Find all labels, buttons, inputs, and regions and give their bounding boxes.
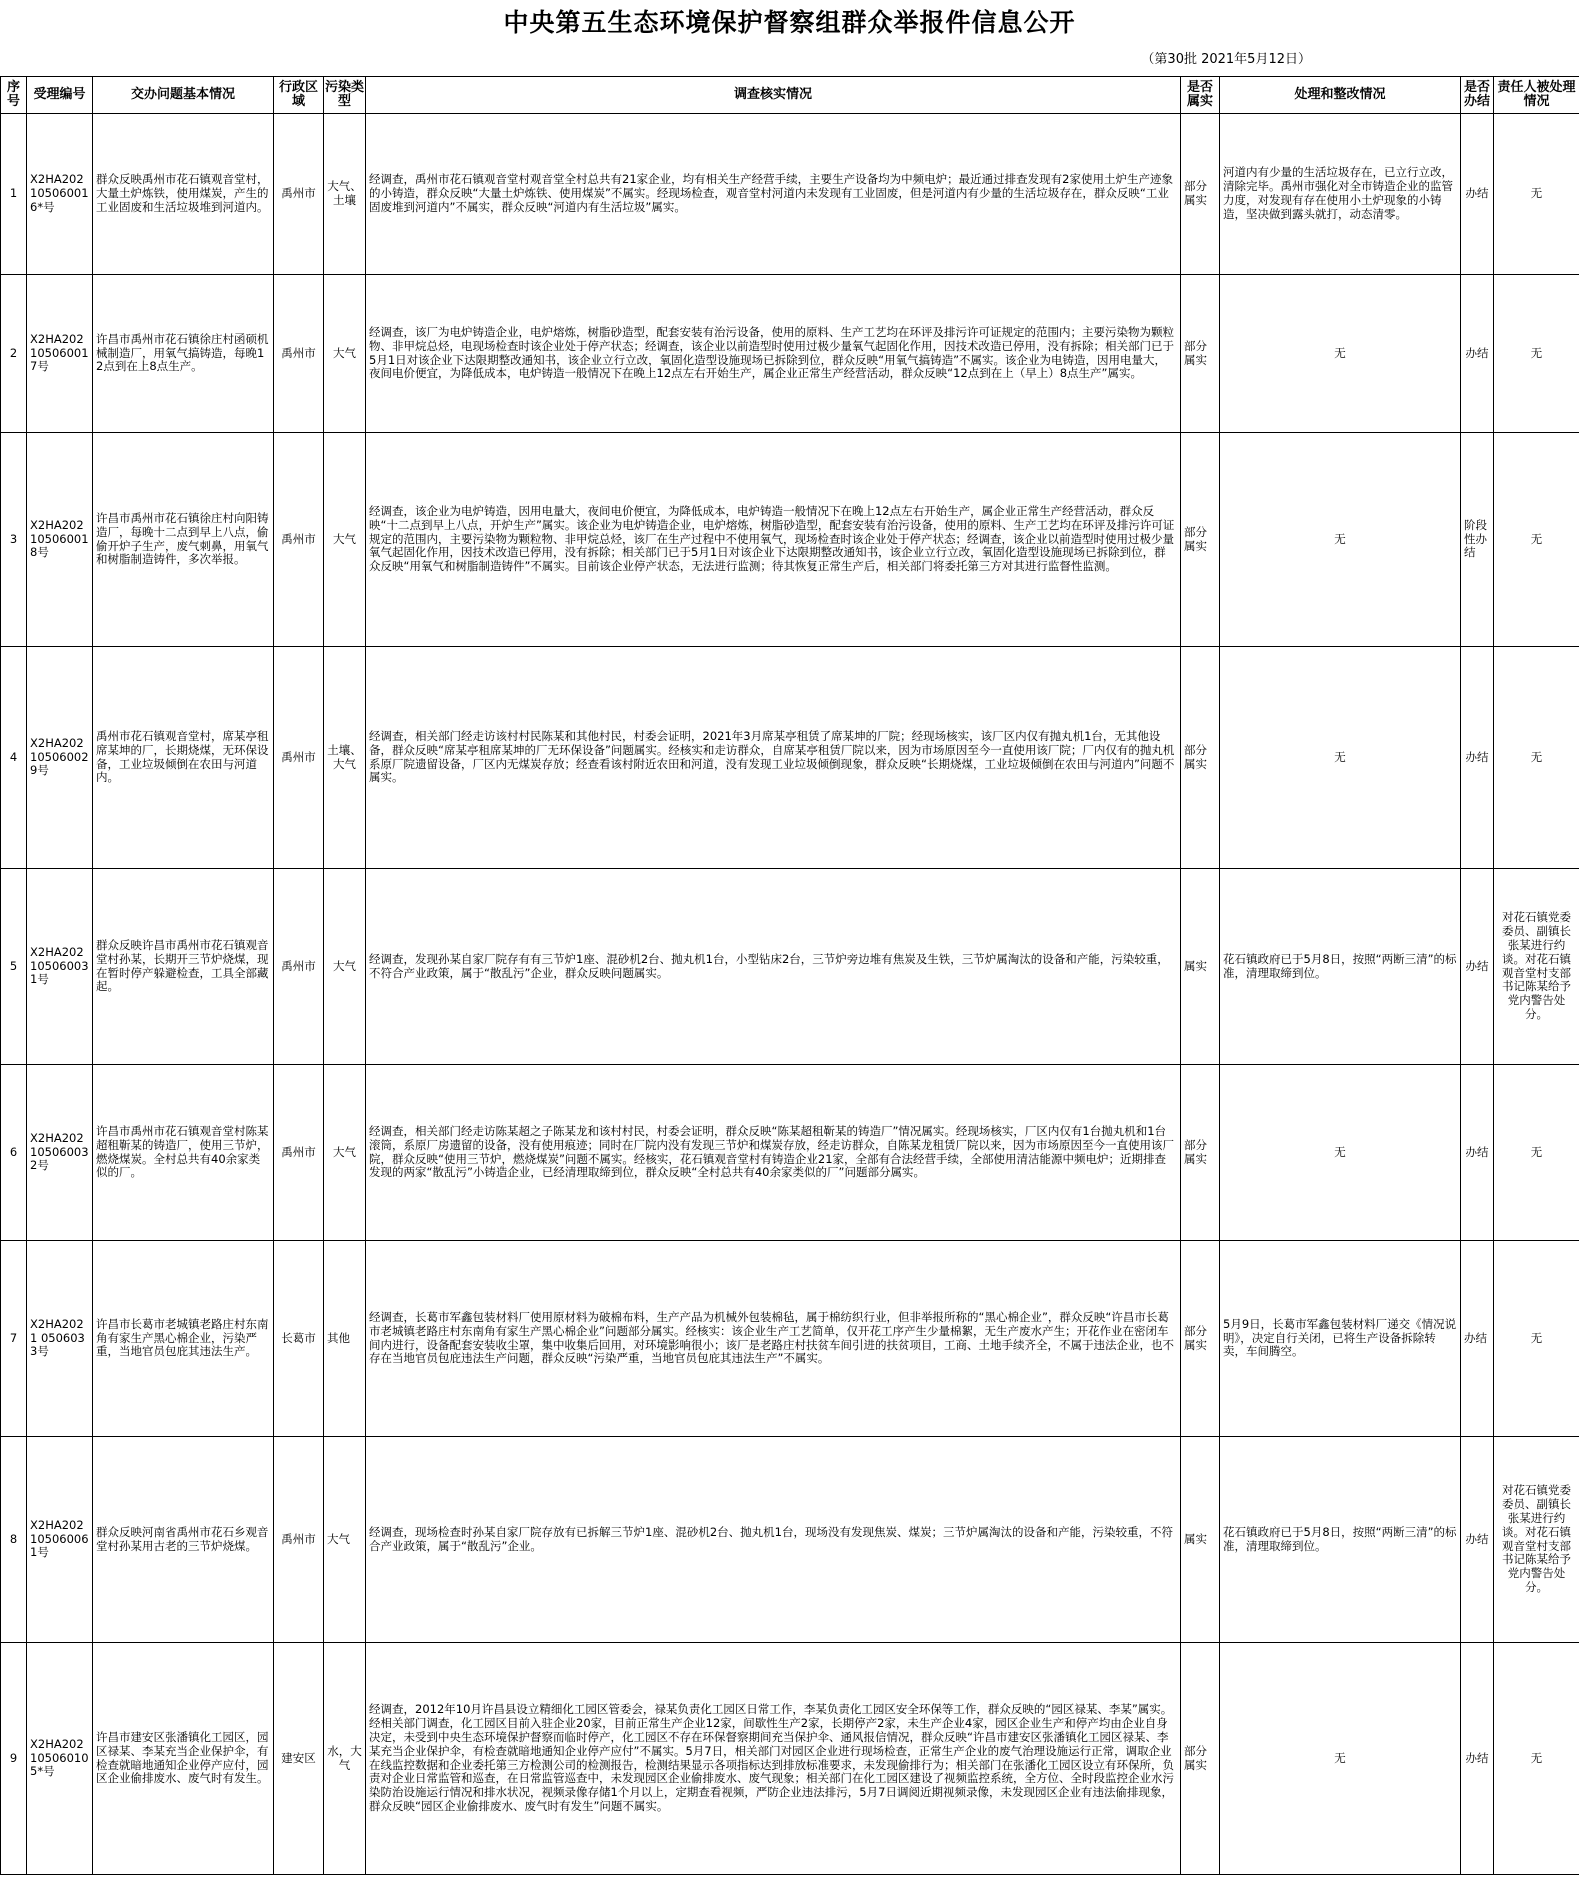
table-row	[1, 1241, 1579, 1437]
cell-id: X2HA202105060031号	[27, 869, 93, 1065]
cell-problem: 群众反映河南省禹州市花石乡观音堂村孙某用古老的三节炉烧煤。	[93, 1437, 274, 1643]
cell-no: 3	[1, 433, 27, 647]
cell-id: X2HA202105060105*号	[27, 1643, 93, 1875]
table-row	[1, 275, 1579, 433]
table-row	[1, 1065, 1579, 1241]
table-row	[1, 1437, 1579, 1643]
cell-done: 办结	[1461, 275, 1494, 433]
document-subtitle: （第30批 2021年5月12日）	[1141, 52, 1311, 67]
cell-problem: 许昌市禹州市花石镇徐庄村函硕机械制造厂，用氧气搞铸造，每晚12点到在上8点生产。	[93, 275, 274, 433]
cell-investigation: 经调查，发现孙某自家厂院存有有三节炉1座、混砂机2台、抛丸机1台，小型钻床2台，三节炉旁边堆有焦炭及生铁，三节炉属淘汰的设备和产能，污染较重，不符合产业政策，属于“散乱污”企业，群众反映问题属实。	[366, 869, 1181, 1065]
cell-id: X2HA202105060032号	[27, 1065, 93, 1241]
cell-no: 6	[1, 1065, 27, 1241]
cell-investigation: 经调查，该厂为电炉铸造企业，电炉熔炼，树脂砂造型，配套安装有治污设备，使用的原料、生产工艺均在环评及排污许可证规定的范围内；主要污染物为颗粒物、非甲烷总烃，电现场检查时该企业处于停产状态；经调查，该企业以前造型时使用过极少量氧气起固化作用，因技术改造已停用，没有拆除；相关部门已于5月1日对该企业下达限期整改通知书，该企业立行立改，氧固化造型设施现场已拆除到位，群众反映“用氧气搞铸造”不属实。该企业为电铸造，因用电量大，夜间电价便宜，为降低成本，电炉铸造一般情况下在晚上12点左右开始生产，属企业正常生产经营活动，群众反映“12点到在上（早上）8点生产”属实。	[366, 275, 1181, 433]
cell-region: 禹州市	[274, 1437, 324, 1643]
cell-pollution: 大气	[324, 275, 366, 433]
cell-verified: 部分属实	[1181, 1643, 1220, 1875]
cell-pollution: 大气	[324, 1437, 366, 1643]
header-pollution: 污染类型	[324, 77, 366, 114]
cell-verified: 属实	[1181, 1437, 1220, 1643]
cell-no: 7	[1, 1241, 27, 1437]
cell-region: 禹州市	[274, 1065, 324, 1241]
cell-pollution: 水，大气	[324, 1643, 366, 1875]
cell-no: 4	[1, 647, 27, 869]
header-no: 序号	[1, 77, 27, 114]
table-row	[1, 114, 1579, 275]
header-problem: 交办问题基本情况	[93, 77, 274, 114]
cell-done: 办结	[1461, 869, 1494, 1065]
cell-rectification: 5月9日，长葛市军鑫包装材料厂递交《情况说明》，决定自行关闭，已将生产设备拆除转卖，车间腾空。	[1220, 1241, 1461, 1437]
cell-pollution: 大气、土壤	[324, 114, 366, 275]
cell-investigation: 经调查，长葛市军鑫包装材料厂使用原材料为破棉布料，生产产品为机械外包装棉毡，属于棉纺织行业，但非举报所称的“黑心棉企业”，群众反映“许昌市长葛市老城镇老路庄村东南角有家生产黑心棉企业”问题部分属实。经核实：该企业生产工艺简单，仅开花工序产生少量棉絮，无生产废水产生；开花作业在密闭车间内进行，设备配套安装收尘罩，集中收集后回用，对环境影响很小；该厂是老路庄村扶贫车间引进的扶贫项目，工商、土地手续齐全，不属于违法企业，也不存在当地官员包庇违法生产问题，群众反映“污染严重，当地官员包庇其违法生产”不属实。	[366, 1241, 1181, 1437]
cell-accountability: 无	[1494, 114, 1579, 275]
cell-problem: 许昌市禹州市花石镇观音堂村陈某超租靳某的铸造厂，使用三节炉，燃烧煤炭。全村总共有40余家类似的厂。	[93, 1065, 274, 1241]
table-header-row	[1, 77, 1579, 114]
cell-id: X2HA202105060018号	[27, 433, 93, 647]
cell-investigation: 经调查，该企业为电炉铸造，因用电量大，夜间电价便宜，为降低成本，电炉铸造一般情况下在晚上12点左右开始生产，属企业正常生产经营活动，群众反映“十二点到早上八点，开炉生产”属实。该企业为电炉铸造企业，电炉熔炼，树脂砂造型，配套安装有治污设备，使用的原料、生产工艺均在环评及排污许可证规定的范围内，主要污染物为颗粒物、非甲烷总烃，该厂在生产过程中不使用氧气，现场检查时该企业处于停产状态；经调查，该企业以前造型时使用过极少量氧气起固化作用，因技术改造已停用，没有拆除；相关部门已于5月1日对该企业下达限期整改通知书，该企业立行立改，氧固化造型设施现场已拆除到位，群众反映“用氧气和树脂制造铸件”不属实。目前该企业停产状态，无法进行监测；待其恢复正常生产后，相关部门将委托第三方对其进行监督性监测。	[366, 433, 1181, 647]
cell-no: 5	[1, 869, 27, 1065]
header-rectification: 处理和整改情况	[1220, 77, 1461, 114]
cell-region: 禹州市	[274, 869, 324, 1065]
cell-verified: 部分属实	[1181, 1241, 1220, 1437]
cell-rectification: 无	[1220, 1643, 1461, 1875]
cell-verified: 部分属实	[1181, 1065, 1220, 1241]
header-id: 受理编号	[27, 77, 93, 114]
cell-accountability: 无	[1494, 1241, 1579, 1437]
table-row	[1, 647, 1579, 869]
document-title: 中央第五生态环境保护督察组群众举报件信息公开	[503, 8, 1076, 37]
cell-rectification: 花石镇政府已于5月8日，按照“两断三清”的标准，清理取缔到位。	[1220, 869, 1461, 1065]
cell-accountability: 无	[1494, 275, 1579, 433]
cell-problem: 禹州市花石镇观音堂村，席某亭租席某坤的厂，长期烧煤，无环保设备，工业垃圾倾倒在农田与河道内。	[93, 647, 274, 869]
cell-done: 办结	[1461, 647, 1494, 869]
cell-rectification: 无	[1220, 1065, 1461, 1241]
cell-pollution: 大气	[324, 1065, 366, 1241]
cell-investigation: 经调查，2012年10月许昌县设立精细化工园区管委会，禄某负责化工园区日常工作，李某负责化工园区安全环保等工作，群众反映的“园区禄某、李某”属实。经相关部门调查，化工园区目前入驻企业20家，目前正常生产企业12家，间歇性生产2家，长期停产2家，未生产企业4家，园区企业生产和停产均由企业自身决定，未受到中央生态环境保护督察而临时停产，化工园区不存在环保督察期间充当保护伞、通风报信情况，群众反映“许昌市建安区张潘镇化工园区禄某、李某充当企业保护伞，有检查就暗地通知企业停产应付”不属实。5月7日，相关部门对园区企业进行现场检查，正常生产企业的废气治理设施运行正常，调取企业在线监控数据和企业委托第三方检测公司的检测报告，检测结果显示各项指标达到排放标准要求，未发现偷排行为；相关部门在张潘化工园区设立有环保所，负责对企业日常监管和巡查，在日常监管巡查中，未发现园区企业偷排废水、废气现象；相关部门在化工园区建设了视频监控系统，全方位、全时段监控企业水污染防治设施运行情况和排水状况，视频录像存储1个月以上，定期查看视频，严防企业违法排污，5月7日调阅近期视频录像，未发现园区企业有违法偷排现象，群众反映“园区企业偷排废水、废气时有发生”问题不属实。	[366, 1643, 1181, 1875]
cell-problem: 许昌市禹州市花石镇徐庄村向阳铸造厂，每晚十二点到早上八点，偷偷开炉子生产，废气刺鼻，用氧气和树脂制造铸件，多次举报。	[93, 433, 274, 647]
table-row	[1, 869, 1579, 1065]
cell-rectification: 无	[1220, 275, 1461, 433]
cell-problem: 群众反映许昌市禹州市花石镇观音堂村孙某，长期开三节炉烧煤，现在暂时停产躲避检查，工具全部藏起。	[93, 869, 274, 1065]
cell-pollution: 其他	[324, 1241, 366, 1437]
cell-pollution: 大气	[324, 869, 366, 1065]
cell-id: X2HA202105060016*号	[27, 114, 93, 275]
header-investigation: 调查核实情况	[366, 77, 1181, 114]
cell-accountability: 无	[1494, 647, 1579, 869]
cell-rectification: 无	[1220, 433, 1461, 647]
header-accountability: 责任人被处理情况	[1494, 77, 1579, 114]
cell-accountability: 对花石镇党委委员、副镇长张某进行约谈。对花石镇观音堂村支部书记陈某给予党内警告处分。	[1494, 869, 1579, 1065]
cell-no: 8	[1, 1437, 27, 1643]
cell-investigation: 经调查，现场检查时孙某自家厂院存放有已拆解三节炉1座、混砂机2台、抛丸机1台，现场没有发现焦炭、煤炭；三节炉属淘汰的设备和产能，污染较重，不符合产业政策，属于“散乱污”企业。	[366, 1437, 1181, 1643]
cell-region: 长葛市	[274, 1241, 324, 1437]
header-region: 行政区域	[274, 77, 324, 114]
cell-done: 办结	[1461, 1437, 1494, 1643]
cell-done: 阶段性办结	[1461, 433, 1494, 647]
cell-region: 禹州市	[274, 275, 324, 433]
cell-id: X2HA202105060061号	[27, 1437, 93, 1643]
cell-verified: 属实	[1181, 869, 1220, 1065]
cell-rectification: 无	[1220, 647, 1461, 869]
cell-done: 办结	[1461, 1065, 1494, 1241]
cell-pollution: 土壤、大气	[324, 647, 366, 869]
cell-id: X2HA202105060029号	[27, 647, 93, 869]
cell-done: 办结	[1461, 1643, 1494, 1875]
cell-investigation: 经调查，相关部门经走访陈某超之子陈某龙和该村村民，村委会证明，群众反映“陈某超租靳某的铸造厂”情况属实。经现场核实，厂区内仅有1台抛丸机和1台滚筒，系原厂房遗留的设备，没有使用痕迹；同时在厂院内没有发现三节炉和煤炭存放，经走访群众，自陈某龙租赁厂院以来，因为市场原因至今一直使用该厂院，群众反映“使用三节炉，燃烧煤炭”问题不属实。经核实，花石镇观音堂村有铸造企业21家，全部有合法经营手续，全部使用清洁能源中频电炉；近期排查发现的两家“散乱污”小铸造企业，已经清理取缔到位，群众反映“全村总共有40余家类似的厂”问题部分属实。	[366, 1065, 1181, 1241]
cell-done: 办结	[1461, 114, 1494, 275]
cell-done: 办结	[1461, 1241, 1494, 1437]
cell-accountability: 无	[1494, 1643, 1579, 1875]
cell-verified: 部分属实	[1181, 275, 1220, 433]
cell-region: 建安区	[274, 1643, 324, 1875]
cell-verified: 部分属实	[1181, 114, 1220, 275]
cell-accountability: 对花石镇党委委员、副镇长张某进行约谈。对花石镇观音堂村支部书记陈某给予党内警告处分。	[1494, 1437, 1579, 1643]
cell-region: 禹州市	[274, 433, 324, 647]
complaints-table	[0, 76, 1579, 1875]
cell-region: 禹州市	[274, 114, 324, 275]
cell-pollution: 大气	[324, 433, 366, 647]
header-done: 是否办结	[1461, 77, 1494, 114]
cell-investigation: 经调查，相关部门经走访该村村民陈某和其他村民，村委会证明，2021年3月席某亭租赁了席某坤的厂院；经现场核实，该厂区内仅有抛丸机1台，无其他设备，群众反映“席某亭租席某坤的厂无环保设备”问题属实。经核实和走访群众，自席某亭租赁厂院以来，因为市场原因至今一直使用该厂院；厂内仅有的抛丸机系原厂院遗留设备，厂区内无煤炭存放；经查看该村附近农田和河道，没有发现工业垃圾倾倒现象，群众反映“长期烧煤，工业垃圾倾倒在农田与河道内”问题不属实。	[366, 647, 1181, 869]
header-verified: 是否属实	[1181, 77, 1220, 114]
cell-id: X2HA202105060017号	[27, 275, 93, 433]
cell-no: 9	[1, 1643, 27, 1875]
cell-no: 2	[1, 275, 27, 433]
cell-problem: 许昌市长葛市老城镇老路庄村东南角有家生产黑心棉企业，污染严重，当地官员包庇其违法生产。	[93, 1241, 274, 1437]
cell-accountability: 无	[1494, 1065, 1579, 1241]
table-row	[1, 433, 1579, 647]
cell-rectification: 花石镇政府已于5月8日，按照“两断三清”的标准，清理取缔到位。	[1220, 1437, 1461, 1643]
cell-id: X2HA2021 0506033号	[27, 1241, 93, 1437]
cell-no: 1	[1, 114, 27, 275]
cell-region: 禹州市	[274, 647, 324, 869]
cell-verified: 部分属实	[1181, 647, 1220, 869]
cell-problem: 许昌市建安区张潘镇化工园区，园区禄某、李某充当企业保护伞，有检查就暗地通知企业停产应付，园区企业偷排废水、废气时有发生。	[93, 1643, 274, 1875]
cell-accountability: 无	[1494, 433, 1579, 647]
table-row	[1, 1643, 1579, 1875]
cell-investigation: 经调查，禹州市花石镇观音堂村观音堂全村总共有21家企业，均有相关生产经营手续，主要生产设备均为中频电炉；最近通过排查发现有2家使用土炉生产迹象的小铸造，群众反映“大量土炉炼铁、使用煤炭”不属实。经现场检查，观音堂村河道内未发现有工业固废，但是河道内有少量的生活垃圾存在，群众反映“工业固废堆到河道内”不属实，群众反映“河道内有生活垃圾”属实。	[366, 114, 1181, 275]
cell-problem: 群众反映禹州市花石镇观音堂村，大量土炉炼铁，使用煤炭，产生的工业固废和生活垃圾堆到河道内。	[93, 114, 274, 275]
cell-rectification: 河道内有少量的生活垃圾存在，已立行立改，清除完毕。禹州市强化对全市铸造企业的监管力度，对发现有存在使用小土炉现象的小铸造，坚决做到露头就打，动态清零。	[1220, 114, 1461, 275]
cell-verified: 部分属实	[1181, 433, 1220, 647]
